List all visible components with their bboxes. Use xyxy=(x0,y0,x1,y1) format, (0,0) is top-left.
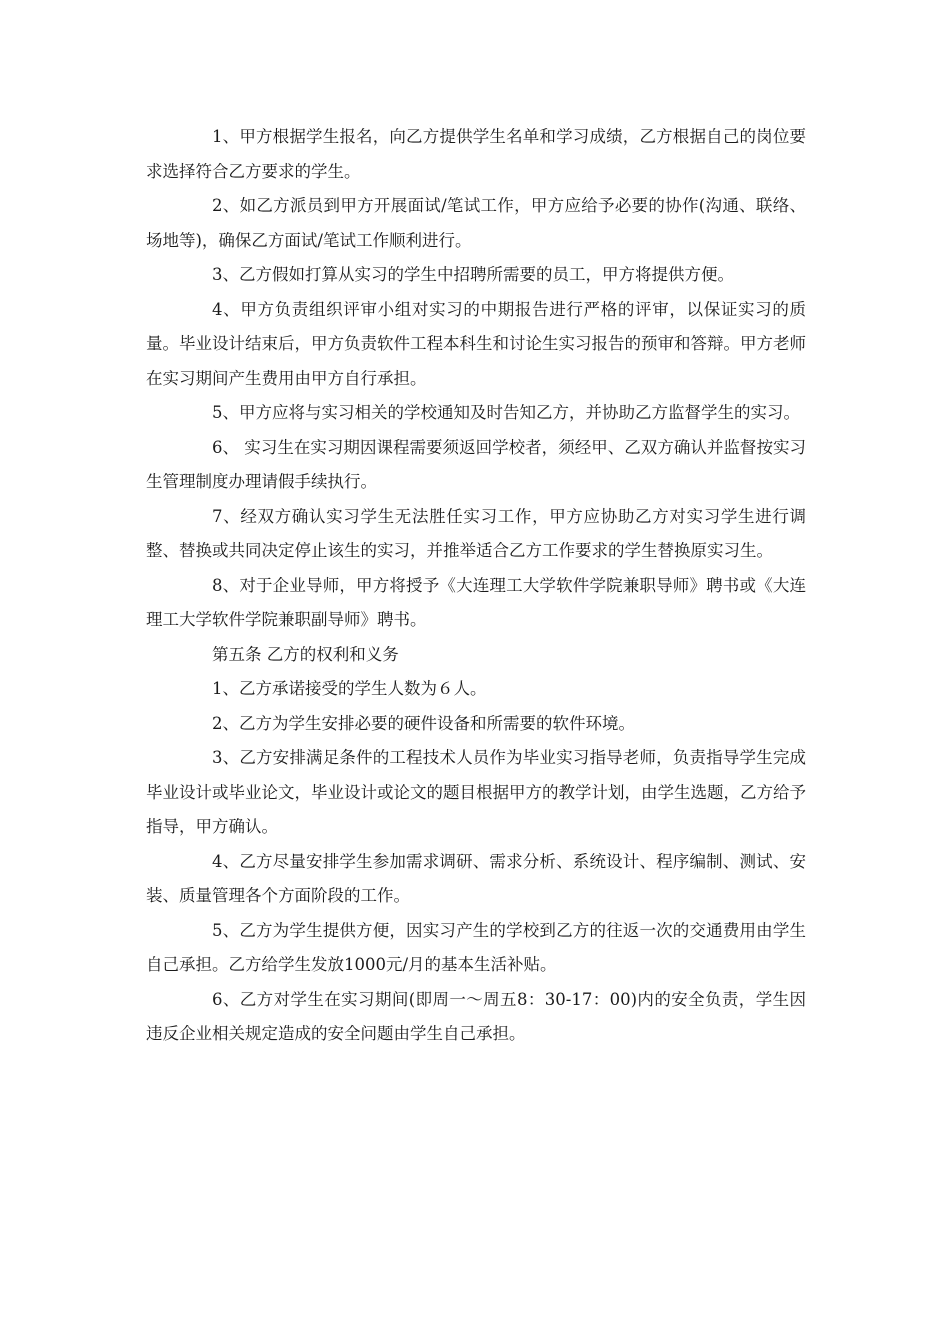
section-paragraph-5: 5、乙方为学生提供方便，因实习产生的学校到乙方的往返一次的交通费用由学生自己承担。乙方给学生发放1000元/月的基本生活补贴。 xyxy=(146,920,806,974)
clause-paragraph-5: 5、甲方应将与实习相关的学校通知及时告知乙方，并协助乙方监督学生的实习。 xyxy=(212,403,800,422)
section-paragraph-6: 6、乙方对学生在实习期间(即周一～周五8：30-17：00)内的安全负责，学生因违反企业相关规定造成的安全问题由学生自己承担。 xyxy=(146,989,806,1043)
clause-paragraph-7: 7、经双方确认实习学生无法胜任实习工作，甲方应协助乙方对实习学生进行调整、替换或共同决定停止该生的实习，并推举适合乙方工作要求的学生替换原实习生。 xyxy=(146,506,806,560)
document-body xyxy=(146,120,806,1052)
clause-paragraph-4: 4、甲方负责组织评审小组对实习的中期报告进行严格的评审，以保证实习的质量。毕业设计结束后，甲方负责软件工程本科生和讨论生实习报告的预审和答辩。甲方老师在实习期间产生费用由甲方自行承担。 xyxy=(146,299,806,388)
clause-paragraph-2: 2、如乙方派员到甲方开展面试/笔试工作，甲方应给予必要的协作(沟通、联络、场地等)，确保乙方面试/笔试工作顺利进行。 xyxy=(146,196,806,250)
section-paragraph-4: 4、乙方尽量安排学生参加需求调研、需求分析、系统设计、程序编制、测试、安装、质量管理各个方面阶段的工作。 xyxy=(146,851,806,905)
section-paragraph-1: 1、乙方承诺接受的学生人数为６人。 xyxy=(212,679,487,698)
section-heading: 第五条 乙方的权利和义务 xyxy=(212,644,399,664)
clause-paragraph-6: 6、 实习生在实习期因课程需要须返回学校者，须经甲、乙双方确认并监督按实习生管理制度办理请假手续执行。 xyxy=(146,437,806,491)
clause-paragraph-3: 3、乙方假如打算从实习的学生中招聘所需要的员工，甲方将提供方便。 xyxy=(212,265,734,284)
clause-paragraph-1: 1、甲方根据学生报名，向乙方提供学生名单和学习成绩，乙方根据自己的岗位要求选择符合乙方要求的学生。 xyxy=(146,127,806,181)
section-paragraph-3: 3、乙方安排满足条件的工程技术人员作为毕业实习指导老师，负责指导学生完成毕业设计或毕业论文，毕业设计或论文的题目根据甲方的教学计划，由学生选题，乙方给予指导，甲方确认。 xyxy=(146,748,806,836)
section-paragraph-2: 2、乙方为学生安排必要的硬件设备和所需要的软件环境。 xyxy=(212,713,635,733)
clause-paragraph-8: 8、对于企业导师，甲方将授予《大连理工大学软件学院兼职导师》聘书或《大连理工大学软件学院兼职副导师》聘书。 xyxy=(146,575,806,629)
